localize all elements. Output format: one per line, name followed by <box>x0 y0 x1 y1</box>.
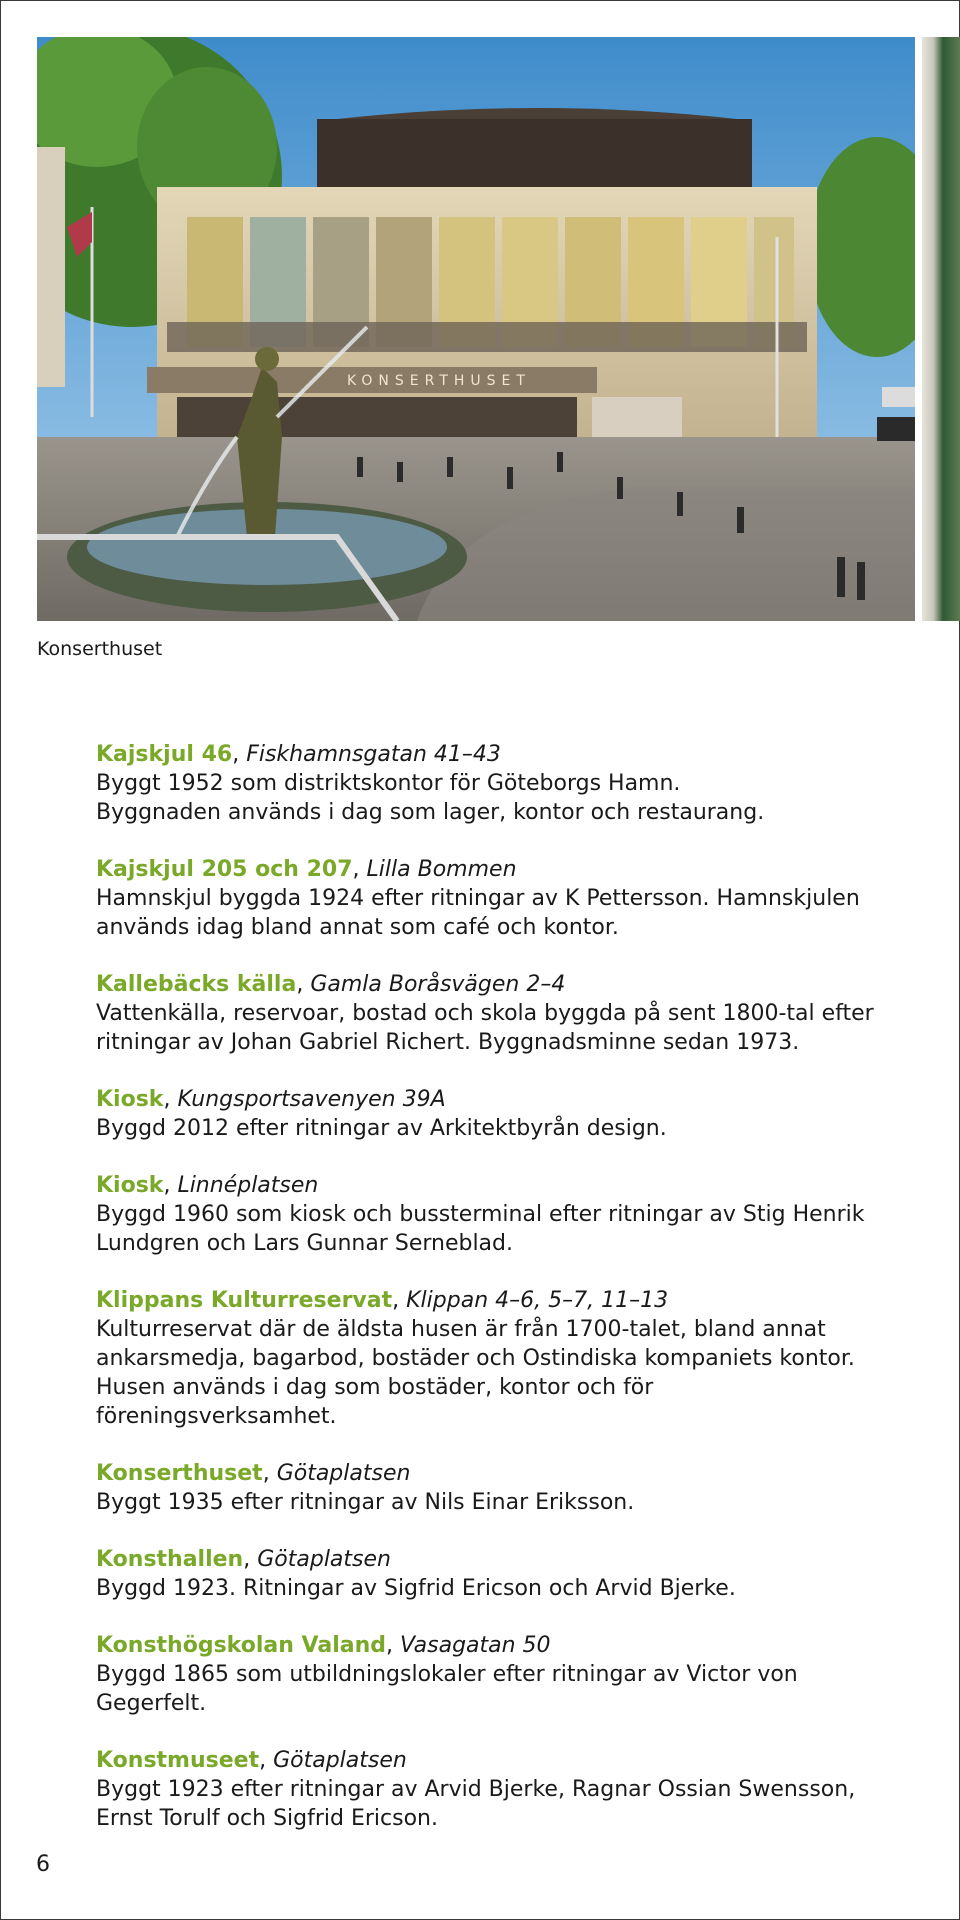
entry-description: Byggt 1935 efter ritningar av Nils Einar Eriksson. <box>96 1490 635 1515</box>
entry-description: Byggd 2012 efter ritningar av Arkitektbyrån design. <box>96 1116 667 1141</box>
photo-illustration <box>37 37 915 621</box>
konserthuset-photo <box>37 37 915 621</box>
list-item <box>96 1545 896 1603</box>
entry-separator: , <box>262 1461 277 1486</box>
entry-name: Konsthallen <box>96 1547 244 1572</box>
entry-address: Fiskhamnsgatan 41–43 <box>246 742 501 767</box>
entry-address: Linnéplatsen <box>177 1173 319 1198</box>
entry-name: Kiosk <box>96 1087 164 1112</box>
entry-separator: , <box>163 1173 178 1198</box>
page-number: 6 <box>36 1852 50 1877</box>
list-item <box>96 1085 896 1143</box>
entry-address: Kungsportsavenyen 39A <box>177 1087 446 1112</box>
entry-separator: , <box>259 1748 274 1773</box>
entry-separator: , <box>163 1087 178 1112</box>
entry-separator: , <box>352 857 367 882</box>
building-list <box>96 740 896 1861</box>
entry-address: Klippan 4–6, 5–7, 11–13 <box>406 1288 669 1313</box>
entry-name: Kiosk <box>96 1173 164 1198</box>
entry-name: Kajskjul 46 <box>96 742 233 767</box>
entry-address: Vasagatan 50 <box>400 1633 551 1658</box>
entry-description: Byggd 1865 som utbildningslokaler efter ritningar av Victor von Gegerfelt. <box>96 1662 798 1716</box>
entry-description: Vattenkälla, reservoar, bostad och skola byggda på sent 1800-tal efter ritningar av Johan Gabriel Richert. Byggnadsminne sedan 1973. <box>96 1001 874 1055</box>
entry-separator: , <box>386 1633 400 1658</box>
list-item <box>96 1286 896 1431</box>
entry-separator: , <box>296 972 311 997</box>
entry-name: Klippans Kulturreservat <box>96 1288 393 1313</box>
entry-name: Konstmuseet <box>96 1748 260 1773</box>
entry-description: Kulturreservat där de äldsta husen är från 1700-talet, bland annat ankarsmedja, bagarbod, bostäder och Ostindiska kompaniets kontor. Husen används i dag som bostäder, kontor och för föreningsverksamhet. <box>96 1317 855 1429</box>
entry-separator: , <box>392 1288 407 1313</box>
entry-description: Hamnskjul byggda 1924 efter ritningar av K Pettersson. Hamnskjulen används idag bland annat som café och kontor. <box>96 886 860 940</box>
entry-description: Byggd 1923. Ritningar av Sigfrid Ericson och Arvid Bjerke. <box>96 1576 736 1601</box>
list-item <box>96 1459 896 1517</box>
list-item <box>96 855 896 942</box>
entry-address: Gamla Boråsvägen 2–4 <box>310 972 566 997</box>
entry-description: Byggt 1952 som distriktskontor för Göteborgs Hamn. Byggnaden används i dag som lager, kontor och restaurang. <box>96 771 765 825</box>
entry-name: Kallebäcks källa <box>96 972 297 997</box>
entry-name: Konsthögskolan Valand <box>96 1633 386 1658</box>
list-item <box>96 970 896 1057</box>
entry-separator: , <box>243 1547 258 1572</box>
building-sign: KONSERTHUSET <box>347 373 531 389</box>
list-item <box>96 1171 896 1258</box>
adjacent-photo-edge <box>922 37 960 621</box>
entry-address: Götaplatsen <box>276 1461 411 1486</box>
entry-address: Lilla Bommen <box>366 857 517 882</box>
entry-separator: , <box>232 742 247 767</box>
list-item <box>96 1746 896 1833</box>
entry-description: Byggd 1960 som kiosk och bussterminal efter ritningar av Stig Henrik Lundgren och Lars Gunnar Serneblad. <box>96 1202 865 1256</box>
list-item <box>96 1631 896 1718</box>
entry-address: Götaplatsen <box>273 1748 407 1773</box>
entry-name: Konserthuset <box>96 1461 263 1486</box>
list-item <box>96 740 896 827</box>
entry-description: Byggt 1923 efter ritningar av Arvid Bjerke, Ragnar Ossian Swensson, Ernst Torulf och Sigfrid Ericson. <box>96 1777 856 1831</box>
photo-caption: Konserthuset <box>37 638 163 660</box>
entry-address: Götaplatsen <box>257 1547 391 1572</box>
entry-name: Kajskjul 205 och 207 <box>96 857 353 882</box>
